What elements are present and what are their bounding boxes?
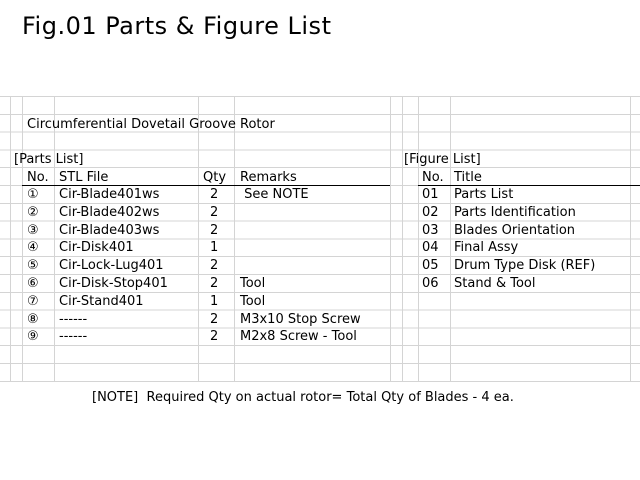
sheet-title: Circumferential Dovetail Groove Rotor — [27, 117, 275, 132]
part-qty: 2 — [210, 329, 219, 345]
figure-no: 03 — [422, 222, 439, 238]
part-qty: 2 — [210, 222, 219, 238]
part-no: ③ — [27, 222, 39, 238]
figure-no: 05 — [422, 258, 439, 274]
figure-no: 01 — [422, 187, 439, 202]
parts-header-no: No. — [27, 170, 49, 185]
part-qty: 1 — [210, 293, 219, 309]
part-file: Cir-Disk-Stop401 — [59, 276, 168, 291]
part-file: Cir-Blade401ws — [59, 187, 160, 202]
figure-no: 02 — [422, 204, 439, 220]
figure-no: 04 — [422, 240, 439, 256]
part-file: Cir-Stand401 — [59, 293, 144, 309]
parts-header-remarks: Remarks — [240, 170, 297, 185]
part-no: ⑧ — [27, 311, 39, 327]
part-no: ⑦ — [27, 293, 39, 309]
note-text: [NOTE] Required Qty on actual rotor= Total Qty of Blades - 4 ea. — [92, 390, 514, 405]
part-no: ① — [27, 187, 39, 202]
part-file: Cir-Blade403ws — [59, 222, 160, 238]
part-qty: 1 — [210, 240, 219, 256]
part-qty: 2 — [210, 187, 219, 202]
part-no: ② — [27, 204, 39, 220]
figure-title-cell: Parts Identification — [454, 204, 576, 220]
part-file: Cir-Disk401 — [59, 240, 134, 256]
part-remarks: Tool — [240, 276, 266, 291]
figure-title: Fig.01 Parts & Figure List — [22, 12, 332, 40]
part-file: ------ — [59, 311, 88, 327]
part-no: ⑥ — [27, 276, 39, 291]
part-file: ------ — [59, 329, 88, 345]
part-no: ④ — [27, 240, 39, 256]
part-remarks: See NOTE — [240, 187, 309, 202]
figure-list-heading: [Figure List] — [404, 152, 481, 167]
figure-title-cell: Stand & Tool — [454, 276, 536, 291]
part-no: ⑤ — [27, 258, 39, 274]
part-qty: 2 — [210, 276, 219, 291]
spreadsheet-sheet — [0, 96, 640, 382]
figure-no: 06 — [422, 276, 439, 291]
figure-header-title: Title — [454, 170, 482, 185]
part-qty: 2 — [210, 311, 219, 327]
figure-title-cell: Drum Type Disk (REF) — [454, 258, 596, 274]
figure-title-cell: Parts List — [454, 187, 514, 202]
part-file: Cir-Blade402ws — [59, 204, 160, 220]
figure-title-cell: Final Assy — [454, 240, 519, 256]
part-file: Cir-Lock-Lug401 — [59, 258, 164, 274]
parts-header-qty: Qty — [203, 170, 227, 185]
part-no: ⑨ — [27, 329, 39, 345]
part-remarks: M3x10 Stop Screw — [240, 311, 361, 327]
parts-header-file: STL File — [59, 170, 109, 185]
parts-list-heading: [Parts List] — [14, 152, 84, 167]
part-remarks: Tool — [240, 293, 266, 309]
figure-header-no: No. — [422, 170, 444, 185]
part-qty: 2 — [210, 258, 219, 274]
figure-title-cell: Blades Orientation — [454, 222, 576, 238]
part-qty: 2 — [210, 204, 219, 220]
part-remarks: M2x8 Screw - Tool — [240, 329, 357, 345]
